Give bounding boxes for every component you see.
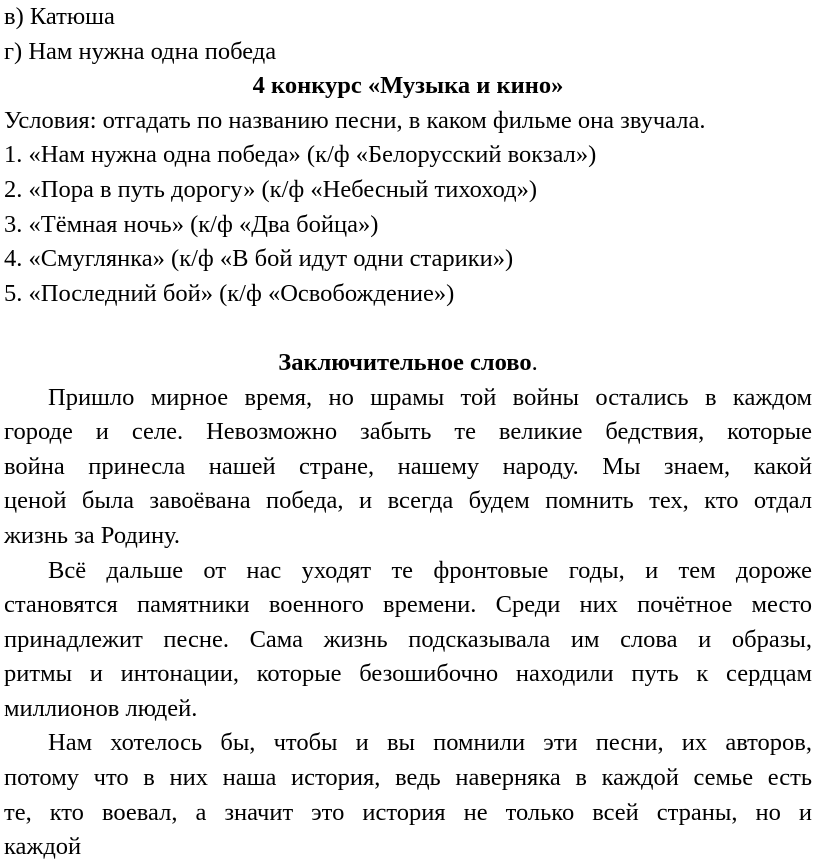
blank-line bbox=[4, 311, 812, 346]
paragraph-line: принадлежит песне. Сама жизнь подсказывала им слова и образы, bbox=[4, 625, 812, 653]
closing-title-text: Заключительное слово bbox=[278, 348, 532, 376]
song-item: 3. «Тёмная ночь» (к/ф «Два бойца») bbox=[4, 210, 379, 238]
paragraph-line: война принесла нашей стране, нашему народу. Мы знаем, какой bbox=[4, 452, 812, 480]
contest-title: 4 конкурс «Музыка и кино» bbox=[252, 72, 564, 100]
song-item: 4. «Смуглянка» (к/ф «В бой идут одни старики») bbox=[4, 245, 514, 273]
paragraph-line: становятся памятники военного времени. Среди них почётное место bbox=[4, 591, 812, 619]
paragraph-line: миллионов людей. bbox=[4, 694, 198, 722]
paragraph-line: каждой bbox=[4, 833, 82, 861]
answer-option-v: в) Катюша bbox=[4, 3, 115, 30]
closing-title bbox=[4, 346, 812, 381]
paragraph-line: жизнь за Родину. bbox=[4, 521, 180, 549]
paragraph-line: те, кто воевал, а значит это история не только всей страны, но и bbox=[4, 798, 812, 826]
contest-conditions: Условия: отгадать по названию песни, в каком фильме она звучала. bbox=[4, 106, 706, 134]
song-item: 5. «Последний бой» (к/ф «Освобождение») bbox=[4, 279, 455, 307]
closing-title-punct: . bbox=[531, 348, 538, 376]
song-item: 2. «Пора в путь дорогу» (к/ф «Небесный тихоход») bbox=[4, 175, 538, 203]
paragraph-line: городе и селе. Невозможно забыть те великие бедствия, которые bbox=[4, 418, 812, 446]
paragraph-line: ритмы и интонации, которые безошибочно находили путь к сердцам bbox=[4, 660, 812, 688]
paragraph-line: ценой была завоёвана победа, и всегда будем помнить тех, кто отдал bbox=[4, 487, 812, 515]
paragraph-line: Пришло мирное время, но шрамы той войны остались в каждом bbox=[48, 383, 812, 411]
paragraph-line: потому что в них наша история, ведь наверняка в каждой семье есть bbox=[4, 764, 812, 792]
paragraph-line: Всё дальше от нас уходят те фронтовые годы, и тем дороже bbox=[48, 556, 812, 584]
document-page bbox=[4, 0, 812, 865]
paragraph-line: Нам хотелось бы, чтобы и вы помнили эти песни, их авторов, bbox=[48, 729, 812, 757]
song-item: 1. «Нам нужна одна победа» (к/ф «Белорусский вокзал») bbox=[4, 141, 597, 169]
answer-option-g: г) Нам нужна одна победа bbox=[4, 37, 277, 65]
